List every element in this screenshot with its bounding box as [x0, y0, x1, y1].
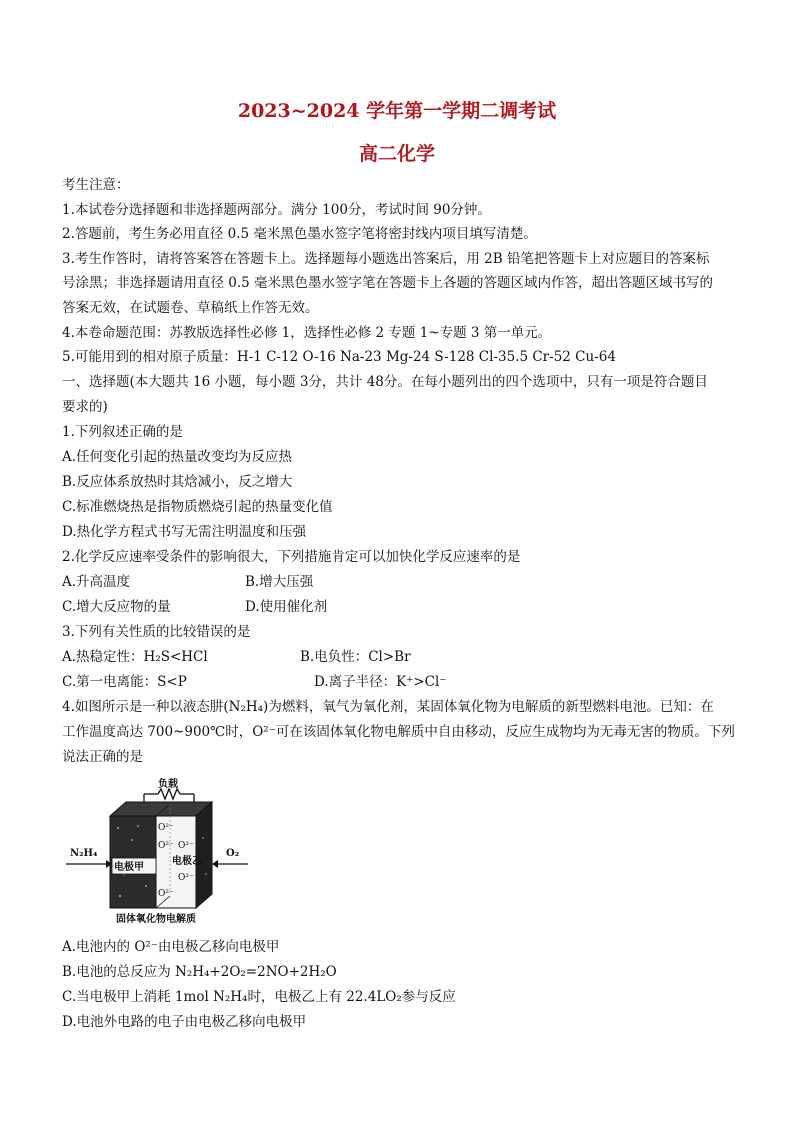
question-3-option-b: B.电负性：Cl>Br: [300, 649, 411, 665]
question-1-option-c: C.标准燃烧热是指物质燃烧引起的热量变化值: [62, 499, 333, 515]
load-label: 负载: [158, 779, 178, 790]
notice-item-1: 1.本试卷分选择题和非选择题两部分。满分 100分，考试时间 90分钟。: [62, 202, 491, 218]
oxidant-arrow-icon: [212, 860, 218, 868]
question-4-stem: 4.如图所示是一种以液态肼(N₂H₄)为燃料，氧气为氧化剂，某固体氧化物为电解质的新型燃料电池。已知：在: [62, 699, 714, 715]
question-1-option-a: A.任何变化引起的热量改变均为反应热: [62, 449, 293, 465]
notice-item-3-cont: 号涂黑；非选择题请用直径 0.5 毫米黑色墨水签字笔在答题卡上各题的答题区域内作答，超出答题区域书写的: [62, 275, 714, 291]
electrode-a-label: 电极甲: [114, 862, 144, 873]
subject-title: 高二化学: [358, 143, 435, 165]
notice-item-4: 4.本卷命题范围：苏教版选择性必修 1，选择性必修 2 专题 1~专题 3 第一单元。: [62, 325, 552, 341]
question-4-option-b: B.电池的总反应为 N₂H₄+2O₂=2NO+2H₂O: [62, 964, 337, 980]
question-4-stem-cont: 工作温度高达 700~900℃时，O²⁻可在该固体氧化物电解质中自由移动，反应生成物均为无毒无害的物质。下列: [62, 724, 735, 740]
fuel-cell-diagram: [62, 778, 252, 926]
oxide-ion-label-5: O²⁻: [158, 889, 174, 899]
question-1-stem: 1.下列叙述正确的是: [62, 424, 183, 440]
load-resistor-icon: [158, 789, 180, 799]
question-3-option-a: A.热稳定性：H₂S<HCl: [62, 649, 208, 665]
question-4-stem-cont2: 说法正确的是: [62, 749, 143, 765]
question-4-option-a: A.电池内的 O²⁻由电极乙移向电极甲: [62, 939, 280, 955]
question-3-stem: 3.下列有关性质的比较错误的是: [62, 624, 251, 640]
question-2-option-a: A.升高温度: [62, 574, 131, 590]
section-heading-cont: 要求的): [62, 399, 108, 415]
question-1-option-d: D.热化学方程式书写无需注明温度和压强: [62, 524, 307, 540]
question-3-option-d: D.离子半径：K⁺>Cl⁻: [314, 674, 447, 690]
question-2-option-d: D.使用催化剂: [245, 599, 328, 615]
question-4-option-c: C.当电极甲上消耗 1mol N₂H₄时，电极乙上有 22.4LO₂参与反应: [62, 989, 456, 1005]
oxidant-label: O₂: [226, 848, 240, 859]
fuel-label: N₂H₄: [70, 848, 98, 859]
notice-item-2: 2.答题前，考生务必用直径 0.5 毫米黑色墨水签字笔将密封线内项目填写清楚。: [62, 226, 537, 242]
oxide-ion-label-4: O²⁻: [178, 873, 194, 883]
question-4-option-d: D.电池外电路的电子由电极乙移向电极甲: [62, 1014, 307, 1030]
notice-item-3: 3.考生作答时，请将答案答在答题卡上。选择题每小题选出答案后，用 2B 铅笔把答题卡上对应题目的答案标: [62, 251, 710, 267]
notice-item-5: 5.可能用到的相对原子质量：H-1 C-12 O-16 Na-23 Mg-24 S-128 Cl-35.5 Cr-52 Cu-64: [62, 349, 616, 365]
oxide-ion-label-3: O²⁻: [178, 841, 194, 851]
oxide-ion-label-1: O²⁻: [158, 823, 174, 833]
figure-caption: 固体氧化物电解质: [116, 914, 196, 925]
exam-title: 2023~2024 学年第一学期二调考试: [237, 100, 557, 122]
notice-item-3-cont2: 答案无效，在试题卷、草稿纸上作答无效。: [62, 300, 319, 316]
electrode-b-label: 电极乙: [172, 856, 202, 867]
question-3-option-c: C.第一电离能：S<P: [62, 674, 187, 690]
section-heading: 一、选择题(本大题共 16 小题，每小题 3分，共计 48分。在每小题列出的四个选项中，只有一项是符合题目: [62, 374, 708, 390]
question-2-stem: 2.化学反应速率受条件的影响很大，下列措施肯定可以加快化学反应速率的是: [62, 549, 521, 565]
question-2-option-b: B.增大压强: [245, 574, 314, 590]
notice-heading: 考生注意：: [62, 177, 130, 193]
oxide-ion-label-2: O²⁻: [158, 841, 174, 851]
question-2-option-c: C.增大反应物的量: [62, 599, 171, 615]
question-1-option-b: B.反应体系放热时其焓减小，反之增大: [62, 474, 293, 490]
